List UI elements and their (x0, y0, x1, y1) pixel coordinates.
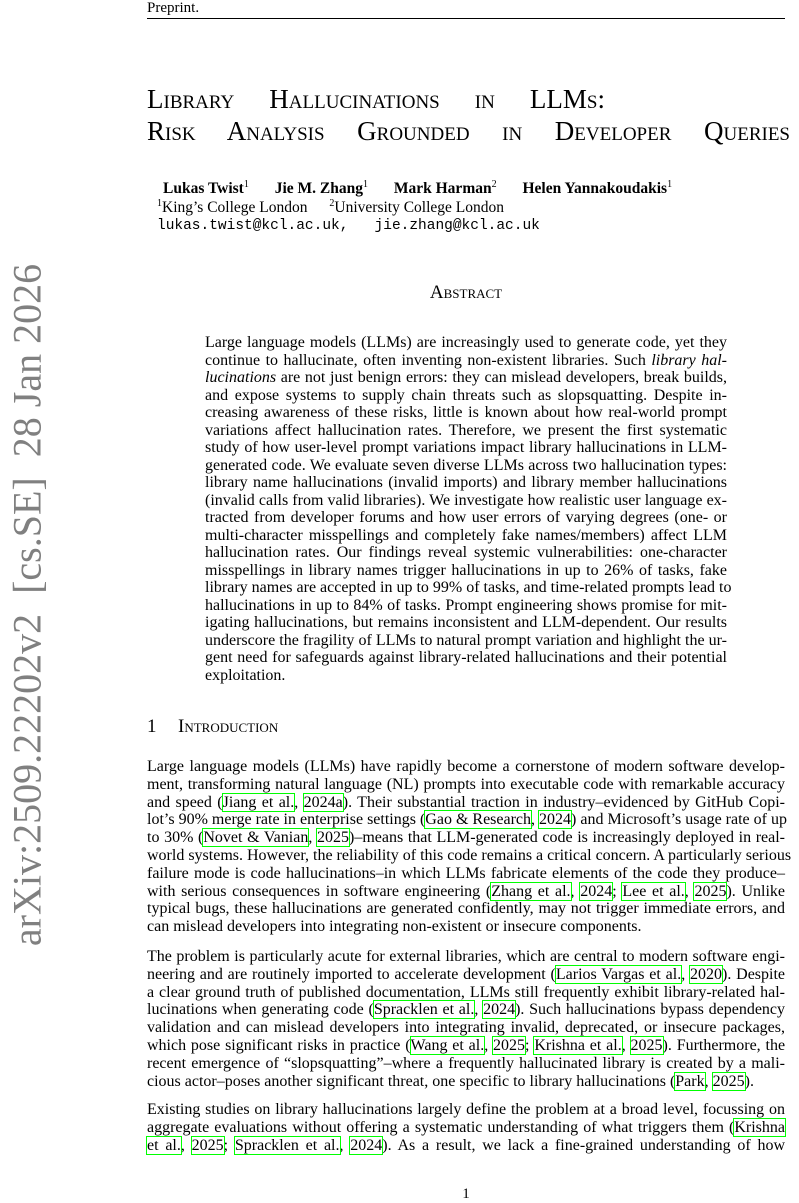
citation-link[interactable]: Krishna et al. (534, 1036, 622, 1054)
text-run: with serious consequences in software engineering ( (147, 882, 492, 900)
section-title: Introduction (178, 716, 279, 737)
affiliation (329, 199, 504, 216)
text-run: , (339, 1136, 351, 1154)
running-head: Preprint. (147, 0, 200, 16)
text-line (205, 352, 727, 370)
section-number: 1 (147, 716, 157, 737)
text-run: study of how user-level prompt variations impact library hallucinations in LLM- (205, 439, 727, 456)
text-run: can mislead developers into integrating non-existent or insecure components. (147, 918, 642, 936)
text-run: , (474, 1001, 484, 1019)
paper-title-line-1: Library Hallucinations in LLMs: (147, 84, 605, 114)
text-line (147, 918, 785, 936)
text-line (147, 948, 785, 966)
text-run: gent need for safeguards against library-related hallucinations and their potential (205, 649, 727, 666)
text-run: , (704, 1072, 713, 1090)
citation-link[interactable]: Zhang et al. (491, 882, 571, 900)
text-run: are not just benign errors: they can mislead developers, break builds, (276, 369, 727, 386)
text-run: , (531, 811, 540, 829)
text-run: (invalid calls from valid libraries). We investigate how realistic user language ex- (205, 491, 727, 509)
intro-paragraph-2 (147, 948, 785, 1090)
text-run: a clear ground truth of published documentation, LLMs still frequently exhibit library-related hal- (147, 983, 785, 1001)
text-line (205, 474, 727, 492)
text-run: library name hallucinations (invalid imports) and library member hallucinations (205, 474, 727, 491)
emphasis-text: lucinations (205, 369, 277, 386)
text-run: , (570, 882, 581, 900)
text-run: neering and are routinely imported to accelerate development ( (147, 965, 556, 983)
affiliation (157, 199, 308, 216)
affiliation-marker: 1 (363, 179, 368, 190)
affiliation-name: University College London (334, 199, 505, 216)
citation-link[interactable]: Wang et al. (410, 1036, 485, 1054)
abstract-body (205, 334, 732, 684)
intro-paragraph-3 (147, 1101, 785, 1154)
author-name: Jie M. Zhang (274, 180, 363, 197)
text-run: which pose significant risks in practice ( (147, 1036, 411, 1054)
text-run: and expose systems to supply chain threats such as slopsquatting. Despite in- (205, 386, 727, 404)
citation-link[interactable]: Spracklen et al. (234, 1136, 340, 1154)
citation-link[interactable]: 2025 (493, 1036, 526, 1054)
author-emails: lukas.twist@kcl.ac.uk, jie.zhang@kcl.ac.uk (157, 218, 540, 234)
text-run: ). Unlike (726, 882, 786, 900)
text-line (147, 776, 785, 794)
citation-link[interactable]: Gao & Research (425, 811, 532, 829)
text-run: ; (525, 1036, 535, 1054)
author (275, 180, 368, 197)
text-line (147, 1001, 785, 1019)
text-line (147, 883, 785, 901)
citation-link[interactable]: Krishna (734, 1118, 785, 1136)
text-line (205, 649, 727, 667)
text-run: generated code. We evaluate seven diverse LLMs across two hallucination types: (205, 456, 727, 474)
text-line (205, 544, 727, 562)
affiliation-marker: 1 (667, 179, 673, 190)
citation-link[interactable]: 2024 (350, 1136, 383, 1154)
arxiv-stamp[interactable]: arXiv:2509.22202v2 [cs.SE] 28 Jan 2026 (4, 263, 50, 947)
citation-link[interactable]: 2024 (539, 811, 572, 829)
text-line (205, 509, 727, 527)
text-run: typical bugs, these hallucinations are generated confidently, may not trigger immediate errors, and (147, 900, 785, 918)
text-run: ). Such hallucinations bypass dependency (515, 1001, 786, 1019)
text-line (147, 1019, 785, 1037)
citation-link[interactable]: 2025 (712, 1072, 745, 1090)
text-line (205, 632, 727, 650)
text-line (147, 1101, 785, 1119)
text-line (147, 1073, 785, 1091)
author-name: Mark Harman (393, 180, 492, 197)
citation-link[interactable]: 2024 (483, 1001, 516, 1019)
text-run: , (180, 1136, 192, 1154)
text-run: failure mode is code hallucinations–in which LLMs fabricate elements of the code they produce– (147, 864, 785, 882)
text-run: Large language models (LLMs) are increasingly used to generate code, yet they (205, 334, 727, 351)
citation-link[interactable]: Spracklen et al. (373, 1001, 475, 1019)
affiliations (157, 199, 522, 217)
citation-link[interactable]: Jiang et al. (222, 793, 295, 811)
text-run: lucinations when generating code ( (147, 1001, 374, 1019)
text-run: ). As a result, we lack a fine-grained understanding of how (382, 1136, 786, 1154)
citation-link[interactable]: et al. (147, 1136, 181, 1154)
text-line (147, 966, 785, 984)
citation-link[interactable]: Larios Vargas et al. (555, 965, 682, 983)
text-run: , (484, 1036, 494, 1054)
text-line (205, 667, 727, 685)
text-run: ). (744, 1072, 754, 1090)
text-run: multi-character misspellings and completely fake names/members) affect LLM (205, 526, 727, 544)
citation-link[interactable]: Park (675, 1072, 705, 1090)
text-line (147, 1055, 785, 1073)
text-line (205, 439, 727, 457)
text-run: and speed ( (147, 793, 223, 811)
text-run: ; (612, 882, 623, 900)
citation-link[interactable]: 2025 (316, 829, 349, 847)
text-run: The problem is particularly acute for external libraries, which are central to modern software engi- (147, 948, 785, 965)
text-line (147, 829, 785, 847)
text-run: recent emergence of “slopsquatting”–where a frequently hallucinated library is created by a mali- (147, 1054, 785, 1072)
citation-link[interactable]: 2020 (690, 965, 723, 983)
text-run: cious actor–poses another significant threat, one specific to library hallucinations ( (147, 1072, 676, 1090)
text-line (205, 404, 727, 422)
text-line (205, 422, 727, 440)
affiliation-marker: 1 (157, 198, 162, 209)
emphasis-text: library hal- (651, 351, 727, 369)
text-run: exploitation. (205, 666, 286, 684)
citation-link[interactable]: Lee et al. (622, 882, 685, 900)
text-run: ). Furthermore, the (662, 1036, 786, 1054)
text-line (147, 811, 785, 829)
text-run: validation and can mislead developers into integrating invalid, deprecated, or insecure packages, (147, 1019, 785, 1037)
text-run: ). Their substantial traction in industry–evidenced by GitHub Copi- (342, 793, 786, 811)
text-run: underscore the fragility of LLMs to natural prompt variation and highlight the ur- (205, 631, 727, 649)
text-run: world systems. However, the reliability of this code remains a critical concern. A particularly serious (147, 846, 792, 864)
paper-title-line-2: Risk Analysis Grounded in Developer Queries (147, 116, 790, 146)
text-line (205, 597, 727, 615)
text-run: Existing studies on library hallucinations largely define the problem at a broad level, focussing on (147, 1101, 785, 1118)
affiliation-marker: 2 (329, 198, 335, 209)
text-run: igating hallucinations, but remains inconsistent and LLM-dependent. Our results (205, 614, 727, 631)
affiliation-name: King’s College London (162, 199, 308, 216)
citation-link[interactable]: 2025 (191, 1136, 224, 1154)
text-line (205, 334, 727, 352)
text-run: aggregate evaluations without offering a systematic understanding of what triggers them ( (147, 1118, 735, 1136)
author (163, 180, 249, 197)
text-run: continue to hallucinate, often inventing non-existent libraries. Such (205, 351, 652, 369)
text-run: , (294, 793, 304, 811)
author-name: Lukas Twist (163, 180, 244, 197)
text-run: library names are accepted in up to 99% of tasks, and time-related prompts lead to (205, 579, 732, 596)
affiliation-marker: 2 (491, 179, 497, 190)
text-run: ; (223, 1136, 235, 1154)
text-line (147, 900, 785, 918)
text-line (147, 865, 785, 883)
text-line (205, 457, 727, 475)
text-line (147, 1037, 785, 1055)
text-run: ). Despite (722, 965, 786, 983)
section-heading-introduction (147, 716, 278, 738)
author (522, 180, 672, 197)
text-run: Large language models (LLMs) have rapidly become a cornerstone of modern software develop- (147, 758, 785, 775)
text-line (147, 1119, 785, 1137)
text-run: hallucinations in up to 84% of tasks. Prompt engineering shows promise for mit- (205, 596, 727, 614)
citation-link[interactable]: 2024 (580, 882, 613, 900)
text-line (205, 614, 727, 632)
text-run: lot’s 90% merge rate in enterprise settings ( (147, 811, 426, 829)
text-run: to 30% ( (147, 829, 204, 847)
text-run: misspellings in library names trigger hallucinations in up to 26% of tasks, fake (205, 561, 727, 579)
header-rule (147, 18, 785, 19)
text-line (147, 794, 785, 812)
text-line (205, 387, 727, 405)
text-run: ment, transforming natural language (NL) prompts into executable code with remarkable accuracy (147, 775, 785, 793)
text-line (205, 579, 732, 597)
author (394, 180, 497, 197)
text-line (205, 527, 727, 545)
text-line (205, 562, 727, 580)
text-line (147, 758, 785, 776)
text-run: ) and Microsoft’s usage rate of up (571, 811, 787, 829)
affiliation-marker: 1 (243, 179, 249, 190)
citation-link[interactable]: 2025 (694, 882, 727, 900)
author-name: Helen Yannakoudakis (522, 180, 668, 197)
abstract-heading: Abstract (429, 282, 503, 303)
text-run: , (621, 1036, 631, 1054)
citation-link[interactable]: Novet & Vanian (203, 829, 309, 847)
text-run: , (684, 882, 695, 900)
text-run: tracted from developer forums and how user errors of varying degrees (one- or (205, 509, 727, 526)
text-line (205, 369, 727, 387)
citation-link[interactable]: 2025 (630, 1036, 663, 1054)
text-run: creasing awareness of these risks, little is known about how real-world prompt (205, 404, 727, 421)
text-line (147, 1137, 785, 1155)
text-line (147, 846, 792, 865)
text-run: variations affect hallucination rates. Therefore, we present the first systematic (205, 421, 727, 439)
author-list (163, 180, 694, 198)
text-run: , (308, 829, 317, 847)
text-line (205, 492, 727, 510)
text-run: )–means that LLM-generated code is increasingly deployed in real- (348, 829, 786, 847)
text-line (147, 984, 785, 1002)
text-run: , (681, 965, 691, 983)
intro-paragraph-1 (147, 758, 792, 936)
text-run: hallucination rates. Our findings reveal systemic vulnerabilities: one-character (205, 544, 727, 561)
page-number: 1 (462, 1186, 470, 1202)
citation-link[interactable]: 2024a (303, 793, 343, 811)
